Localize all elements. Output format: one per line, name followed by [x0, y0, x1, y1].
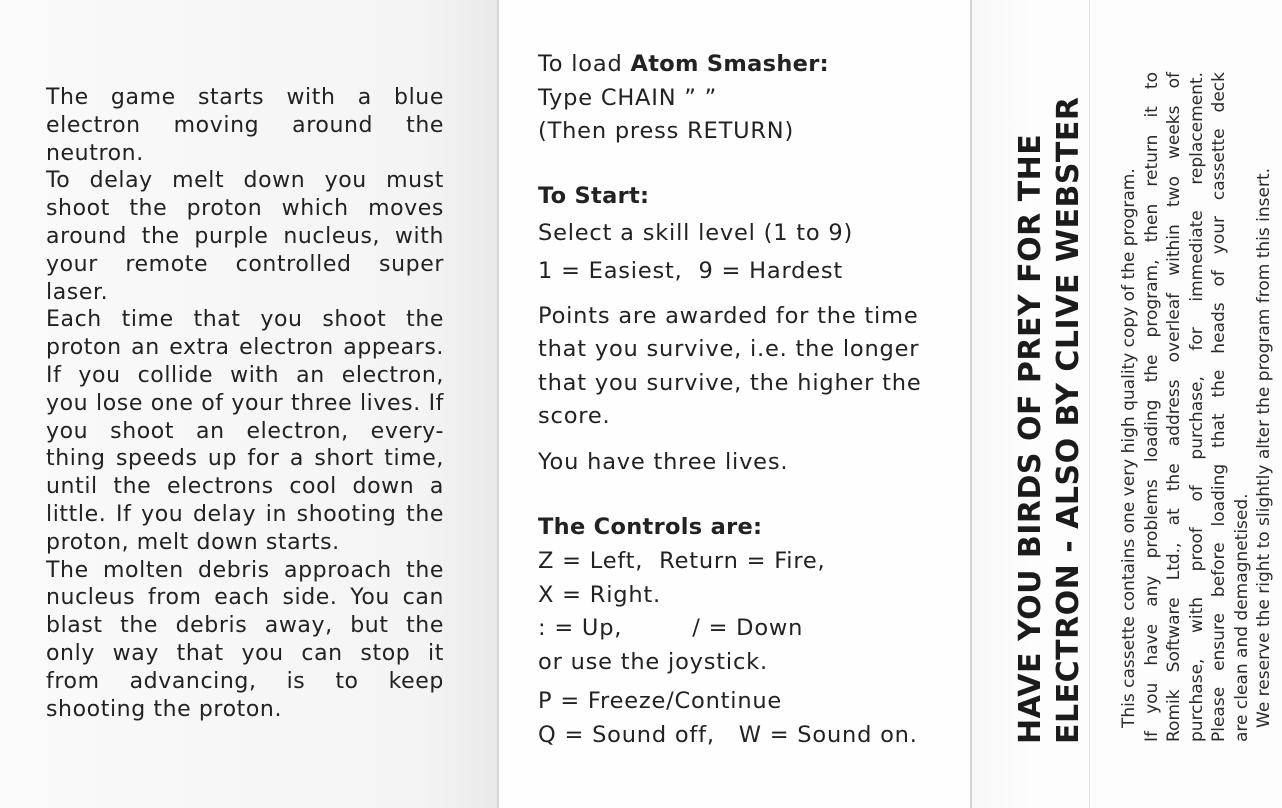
control-up: : = Up,	[538, 615, 623, 641]
description-paragraph: The molten debris approach the nucleus from each side. You can blast the debris away, but the only way that you can stop it from advancing, is to keep shooting the proton.	[46, 557, 444, 722]
notice-line: Romik Software Ltd., at the address overleaf within two weeks of	[1164, 72, 1184, 742]
notice-line: Please ensure before loading that the heads of your cassette deck	[1209, 72, 1229, 742]
description-paragraph: The game starts with a blue electron moving around the neutron.	[46, 85, 444, 166]
load-title-line	[538, 48, 948, 82]
control-freeze: P = Freeze/Continue	[538, 688, 783, 714]
load-step: Type CHAIN ” ”	[538, 84, 718, 111]
description-paragraph: To delay melt down you must shoot the proton which moves around the purple nucleus, with your remote controlled super laser.	[46, 168, 444, 305]
notice-line: We reserve the right to slightly alter the program from this insert.	[1254, 167, 1274, 728]
control-left: Z = Left,	[538, 548, 644, 574]
promo-headline	[1012, 64, 1088, 744]
control-sound-on: W = Sound on.	[738, 721, 918, 748]
notice-line: are clean and demagnetised.	[1231, 493, 1252, 742]
notice-line: purchase, with proof of purchase, for immediate replacement.	[1186, 72, 1207, 742]
description-paragraph: Each time that you shoot the proton an extra electron appears. If you collide with an electron, you lose one of your three lives. If you shoot an electron, every-thing speeds up for a short time, until the electrons cool down a little. If you delay in shooting the proton, melt down starts.	[46, 307, 444, 555]
controls-heading: The Controls are:	[538, 514, 763, 540]
control-fire: Return = Fire,	[659, 548, 826, 574]
game-title: Atom Smasher:	[630, 51, 829, 77]
control-down: / = Down	[692, 615, 804, 641]
notice-line: This cassette contains one very high quality copy of the program.	[1119, 168, 1139, 728]
control-row	[538, 719, 948, 753]
notice-line: If you have any problems loading the program, then return it to	[1141, 72, 1162, 742]
controls-list	[538, 545, 948, 679]
control-sound-off: Q = Sound off,	[538, 721, 715, 748]
instructions	[538, 48, 948, 752]
load-prefix: To load	[538, 51, 623, 77]
fold-line	[970, 0, 972, 808]
skill-select-text: Select a skill level (1 to 9)	[538, 219, 854, 246]
fold-line	[1089, 0, 1090, 808]
start-instructions	[538, 214, 948, 290]
load-step: (Then press RETURN)	[538, 118, 795, 144]
skill-range-text: 1 = Easiest, 9 = Hardest	[538, 257, 843, 284]
game-description	[46, 84, 444, 723]
control-right: X = Right.	[538, 581, 661, 608]
start-heading: To Start:	[538, 182, 650, 209]
points-text: Points are awarded for the time that you survive, i.e. the longer that you survive, the higher the score.	[538, 302, 922, 429]
lives-text: You have three lives.	[538, 448, 789, 475]
control-row	[538, 545, 948, 579]
quality-notice	[1118, 62, 1276, 742]
loading-instructions	[538, 48, 948, 149]
control-row	[538, 612, 948, 646]
headline-line: HAVE YOU BIRDS OF PREY FOR THE	[1013, 133, 1048, 744]
controls-extra	[538, 685, 948, 752]
fold-line	[497, 0, 499, 808]
headline-line: ELECTRON - ALSO BY CLIVE WEBSTER	[1051, 96, 1086, 744]
control-joystick: or use the joystick.	[538, 648, 768, 675]
